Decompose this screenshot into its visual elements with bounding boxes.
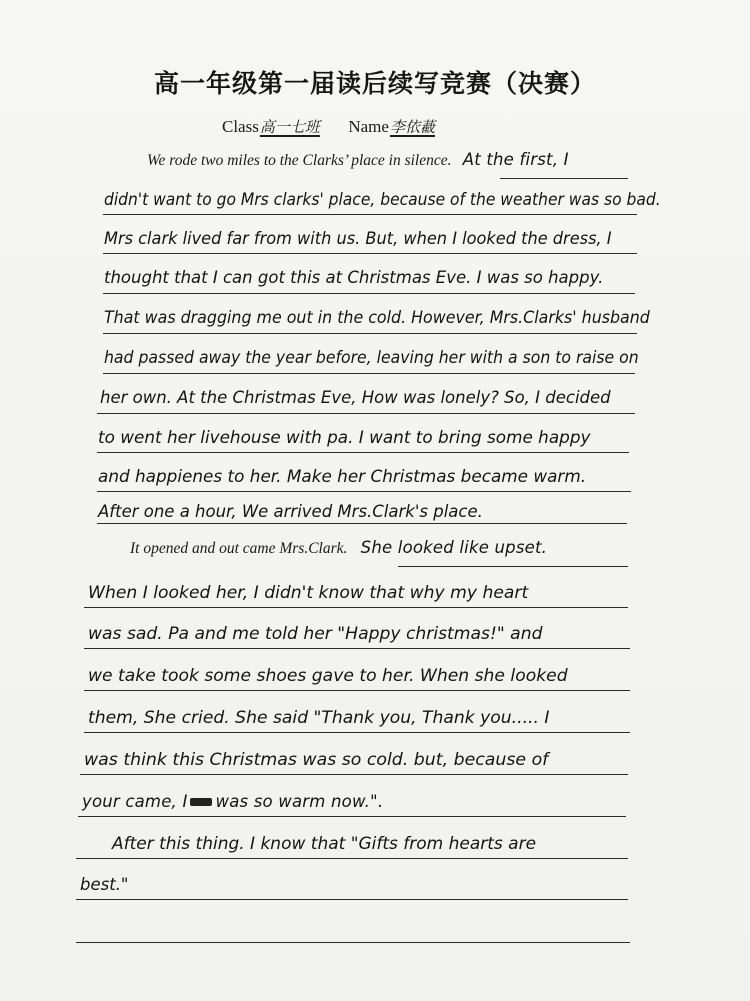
writing-line-5: That was dragging me out in the cold. However, Mrs.Clarks' husband [104, 308, 650, 327]
writing-rule [84, 732, 630, 733]
writing-line-19: best." [80, 875, 129, 894]
crossed-out-word [190, 798, 212, 806]
writing-line-6: had passed away the year before, leaving her with a son to raise on [104, 348, 639, 367]
writing-line-13: was sad. Pa and me told her "Happy christmas!" and [88, 624, 543, 643]
handwritten-text: was so warm now.". [215, 792, 384, 811]
writing-rule [97, 452, 629, 453]
writing-rule [84, 648, 630, 649]
writing-rule [103, 373, 635, 374]
writing-rule [103, 333, 637, 334]
writing-line-2: didn't want to go Mrs clarks' place, because of the weather was so bad. [104, 190, 661, 209]
writing-line-14: we take took some shoes gave to her. When she looked [88, 666, 568, 685]
writing-rule [500, 178, 628, 179]
writing-rule [97, 413, 635, 414]
writing-line-11 [130, 538, 547, 558]
writing-line-8: to went her livehouse with pa. I want to bring some happy [98, 428, 591, 447]
writing-line-4: thought that I can got this at Christmas Eve. I was so happy. [104, 268, 604, 287]
handwritten-text: your came, I [82, 792, 188, 811]
name-value: 李依䕙 [389, 118, 435, 136]
writing-line-7: her own. At the Christmas Eve, How was lonely? So, I decided [100, 388, 611, 407]
paragraph-2-prompt: It opened and out came Mrs.Clark. [130, 540, 348, 557]
writing-line-1 [147, 150, 569, 170]
writing-line-15: them, She cried. She said "Thank you, Thank you..... I [88, 708, 550, 727]
writing-line-3: Mrs clark lived far from with us. But, when I looked the dress, I [104, 229, 612, 248]
writing-line-18: After this thing. I know that "Gifts from hearts are [112, 834, 537, 853]
writing-line-17 [82, 792, 383, 811]
page-title: 高一年级第一届读后续写竞赛（决赛） [153, 69, 596, 98]
writing-rule [76, 899, 628, 900]
class-value: 高一七班 [259, 118, 320, 136]
writing-rule [84, 607, 628, 608]
handwritten-text: She looked like upset. [360, 538, 548, 557]
writing-line-10: After one a hour, We arrived Mrs.Clark's place. [98, 502, 483, 521]
class-label: Class [222, 117, 259, 136]
writing-rule [97, 491, 631, 492]
handwritten-text: At the first, I [462, 150, 569, 169]
writing-rule [76, 942, 630, 943]
student-info [222, 116, 435, 137]
writing-line-12: When I looked her, I didn't know that why my heart [88, 583, 529, 602]
writing-rule [103, 253, 637, 254]
name-label: Name [348, 117, 389, 136]
writing-rule [80, 774, 628, 775]
writing-rule [97, 523, 627, 524]
writing-rule [76, 858, 628, 859]
paragraph-1-prompt: We rode two miles to the Clarks’ place in silence. [147, 152, 452, 169]
writing-line-16: was think this Christmas was so cold. but, because of [84, 750, 549, 769]
writing-rule [84, 690, 630, 691]
writing-line-9: and happienes to her. Make her Christmas became warm. [98, 467, 587, 486]
writing-rule [398, 566, 628, 567]
writing-rule [103, 293, 635, 294]
writing-rule [78, 816, 626, 817]
writing-rule [103, 214, 637, 215]
